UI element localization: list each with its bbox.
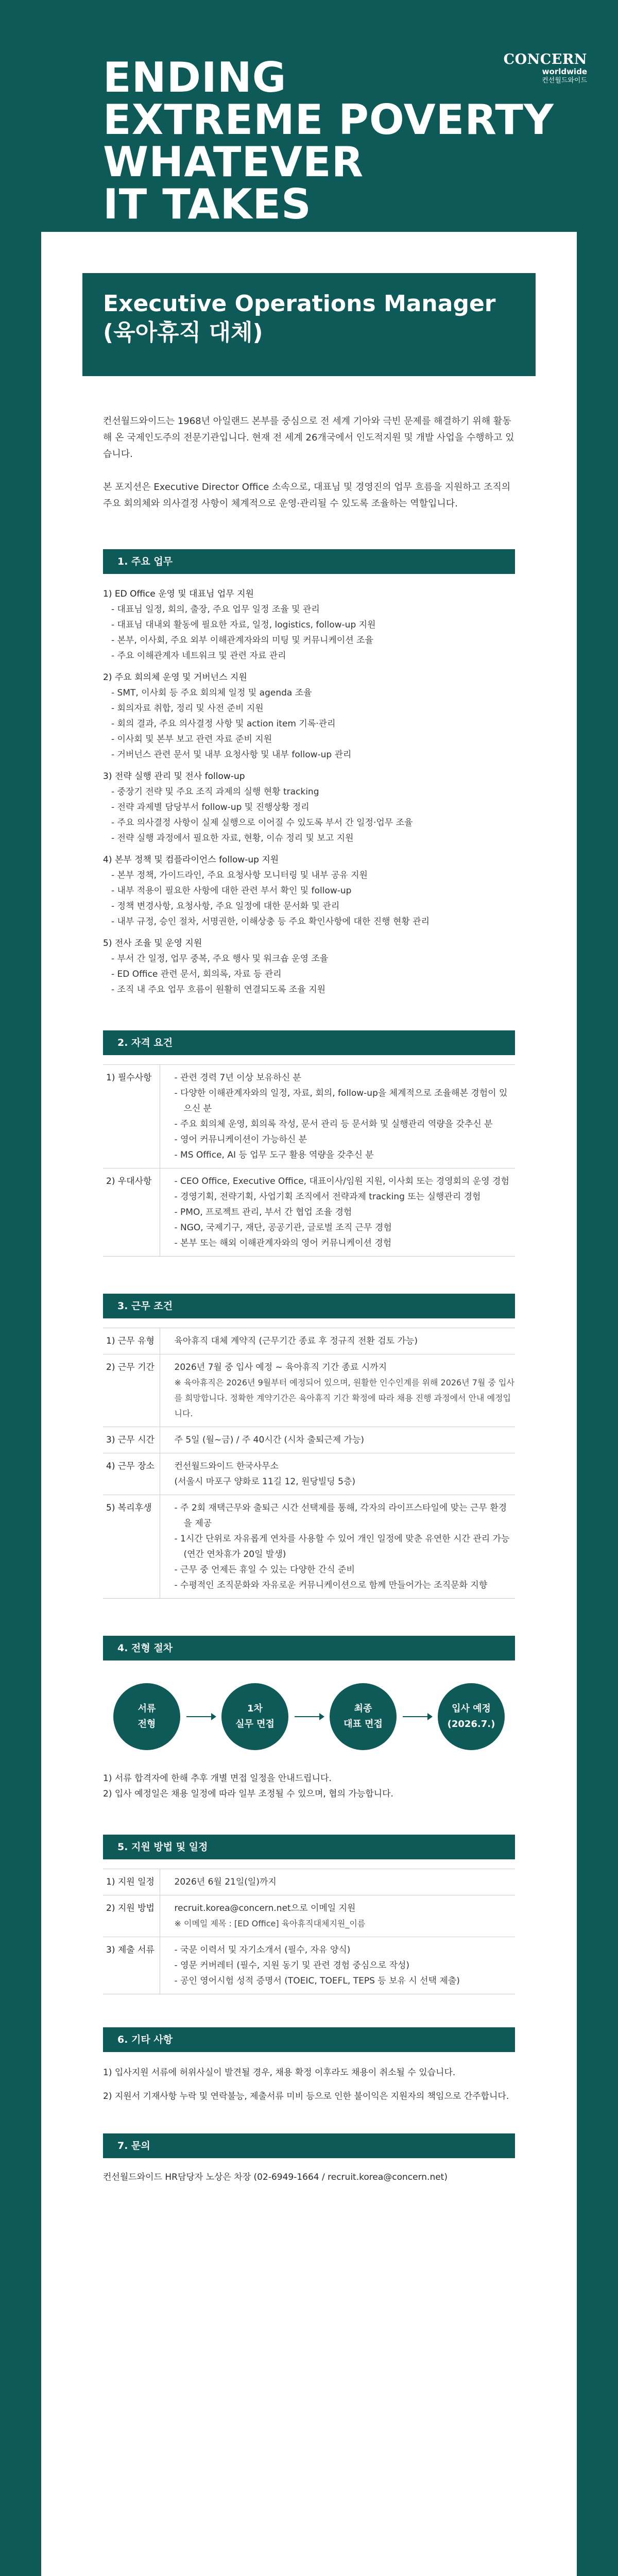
row-label: 2) 우대사항 <box>103 1168 160 1257</box>
duty-item: - 회의 결과, 주요 의사결정 사항 및 action item 기록·관리 <box>111 719 336 729</box>
row-label: 2) 지원 방법 <box>103 1895 160 1937</box>
duty-item: - SMT, 이사회 등 주요 회의체 일정 및 agenda 조율 <box>111 688 312 698</box>
row-label: 1) 필수사항 <box>103 1065 160 1168</box>
condition-row <box>103 1453 515 1495</box>
duty-item: - 주요 의사결정 사항이 실제 실행으로 이어질 수 있도록 부서 간 일정·업무 조율 <box>111 818 413 828</box>
process-step-label: 실무 면접 <box>235 1719 274 1730</box>
row-value <box>160 1354 515 1427</box>
row-label: 3) 제출 서류 <box>103 1937 160 1994</box>
process-step-label: 최종 <box>354 1703 372 1714</box>
process-step <box>438 1683 505 1750</box>
duty-item: - 전략 실행 과정에서 필요한 자료, 현황, 이슈 정리 및 보고 지원 <box>111 833 354 843</box>
job-posting-card <box>41 232 577 2576</box>
value-bullet: - 관련 경력 7년 이상 보유하신 분 <box>174 1073 301 1083</box>
duty-group <box>103 936 515 997</box>
row-value <box>160 1065 515 1168</box>
concern-logo <box>504 52 587 85</box>
etc-notes <box>103 2064 515 2105</box>
process-step-label: 1차 <box>247 1703 263 1714</box>
duty-item: - 대표님 대내외 활동에 필요한 자료, 일정, logistics, follow-up 지원 <box>111 620 376 630</box>
value-line: 주 5일 (월~금) / 주 40시간 (시차 출퇴근제 가능) <box>174 1435 365 1445</box>
hero-line: EXTREME POVERTY <box>103 96 554 144</box>
apply-table <box>103 1869 515 1994</box>
duty-group-title: 5) 전사 조율 및 운영 지원 <box>103 938 202 948</box>
duty-item: - 거버넌스 관련 문서 및 내부 요청사항 및 내부 follow-up 관리 <box>111 750 352 760</box>
duty-item: - 내부 적용이 필요한 사항에 대한 관련 부서 확인 및 follow-up <box>111 886 352 896</box>
row-label: 2) 근무 기간 <box>103 1354 160 1427</box>
duty-group <box>103 769 515 846</box>
row-value <box>160 1453 515 1495</box>
duty-group <box>103 670 515 762</box>
condition-row <box>103 1354 515 1427</box>
process-step-label: 서류 <box>138 1703 156 1714</box>
intro <box>103 413 515 512</box>
section-header-duties: 1. 주요 업무 <box>103 549 515 574</box>
section-header-qualifications: 2. 자격 요건 <box>103 1030 515 1055</box>
value-bullet: - PMO, 프로젝트 관리, 부서 간 협업 조율 경험 <box>174 1207 352 1217</box>
duty-item: - 중장기 전략 및 주요 조직 과제의 실행 현황 tracking <box>111 787 319 797</box>
qualification-row <box>103 1168 515 1257</box>
row-value <box>160 1328 515 1354</box>
duty-item: - 전략 과제별 담당부서 follow-up 및 진행상황 정리 <box>111 802 310 812</box>
apply-row <box>103 1937 515 1994</box>
hero-line: IT TAKES <box>103 180 312 228</box>
job-title-en: Executive Operations Manager <box>103 291 496 317</box>
row-value <box>160 1937 515 1994</box>
value-bullet: - 수평적인 조직문화와 자유로운 커뮤니케이션으로 함께 만들어가는 조직문화 지향 <box>174 1580 488 1590</box>
logo-wordmark: CONCERN <box>503 52 587 67</box>
duties-list <box>103 586 515 997</box>
qualifications-table <box>103 1064 515 1257</box>
row-label: 5) 복리후생 <box>103 1495 160 1599</box>
condition-row <box>103 1328 515 1354</box>
process-step <box>330 1683 397 1750</box>
value-line: - 공인 영어시험 성적 증명서 (TOEIC, TOEFL, TEPS 등 보유 시 선택 제출) <box>174 1976 460 1986</box>
process-step <box>113 1683 180 1750</box>
duty-group-title: 4) 본부 정책 및 컴플라이언스 follow-up 지원 <box>103 855 279 865</box>
value-note: ※ 이메일 제목 : [ED Office] 육아휴직대체지원_이름 <box>174 1919 366 1928</box>
value-bullet: - MS Office, AI 등 업무 도구 활용 역량을 갖추신 분 <box>174 1150 374 1160</box>
duty-item: - 부서 간 일정, 업무 중복, 주요 행사 및 워크숍 운영 조율 <box>111 954 329 964</box>
process-note: 2) 입사 예정일은 채용 일정에 따라 일부 조정될 수 있으며, 협의 가능합니다. <box>103 1789 393 1799</box>
hero-banner <box>0 0 618 232</box>
duty-item: - 내부 규정, 승인 절차, 서명권한, 이해상충 등 주요 확인사항에 대한 진행 현황 관리 <box>111 917 430 927</box>
value-bullet: - CEO Office, Executive Office, 대표이사/임원 지원, 이사회 또는 경영회의 운영 경험 <box>174 1176 509 1187</box>
value-note: ※ 육아휴직은 2026년 9월부터 예정되어 있으며, 원활한 인수인계를 위해 2026년 7월 중 입사를 희망합니다. 정확한 계약기간은 육아휴직 기간 확정에 따라 채용 진행 과정에서 안내 예정입니다. <box>174 1378 514 1418</box>
hero-line: WHATEVER <box>103 138 364 186</box>
duty-group <box>103 852 515 929</box>
job-title-band <box>82 273 536 376</box>
value-bullet: - 다양한 이해관계자와의 일정, 자료, 회의, follow-up을 체계적으로 조율해본 경험이 있으신 분 <box>174 1088 508 1114</box>
value-bullet: - 경영기획, 전략기획, 사업기획 조직에서 전략과제 tracking 또는 실행관리 경험 <box>174 1192 481 1202</box>
row-value <box>160 1427 515 1453</box>
conditions-table <box>103 1328 515 1599</box>
logo-kr: 컨선월드와이드 <box>542 77 587 84</box>
process-step-label: 대표 면접 <box>344 1719 383 1730</box>
process-step-label: 전형 <box>138 1719 156 1730</box>
row-value <box>160 1168 515 1257</box>
section-header-conditions: 3. 근무 조건 <box>103 1294 515 1318</box>
value-bullet: - 본부 또는 해외 이해관계자와의 영어 커뮤니케이션 경험 <box>174 1238 392 1248</box>
value-bullet: - 근무 중 언제든 휴일 수 있는 다양한 간식 준비 <box>174 1565 355 1575</box>
duty-group <box>103 586 515 664</box>
value-bullet: - 주 2회 재택근무와 출퇴근 시간 선택제를 통해, 각자의 라이프스타일에 맞는 근무 환경을 제공 <box>174 1503 507 1529</box>
section-header-apply: 5. 지원 방법 및 일정 <box>103 1835 515 1859</box>
row-value <box>160 1495 515 1599</box>
process-step-label: 입사 예정 <box>452 1703 491 1714</box>
arrow-connector <box>295 1716 323 1717</box>
duty-item: - 본부, 이사회, 주요 외부 이해관계자와의 미팅 및 커뮤니케이션 조율 <box>111 635 373 646</box>
condition-row <box>103 1495 515 1599</box>
row-value <box>160 1869 515 1895</box>
duty-group-title: 3) 전략 실행 관리 및 전사 follow-up <box>103 771 245 782</box>
value-line: recruit.korea@concern.net으로 이메일 지원 <box>174 1903 356 1913</box>
duty-item: - 본부 정책, 가이드라인, 주요 요청사항 모니터링 및 내부 공유 지원 <box>111 870 368 880</box>
arrow-connector <box>186 1716 215 1717</box>
value-line: - 국문 이력서 및 자기소개서 (필수, 자유 양식) <box>174 1945 351 1955</box>
value-bullet: - 주요 회의체 운영, 회의록 작성, 문서 관리 등 문서화 및 실행관리 역량을 갖추신 분 <box>174 1119 493 1129</box>
process-notes <box>103 1771 515 1802</box>
process-steps <box>113 1683 505 1750</box>
value-line: 2026년 7월 중 입사 예정 ~ 육아휴직 기간 종료 시까지 <box>174 1362 387 1372</box>
value-bullet: - 1시간 단위로 자유롭게 연차를 사용할 수 있어 개인 일정에 맞춘 유연한 시간 관리 가능 (연간 연차휴가 20일 발생) <box>174 1534 510 1560</box>
section-header-contact: 7. 문의 <box>103 2133 515 2158</box>
row-value <box>160 1895 515 1937</box>
row-label: 4) 근무 장소 <box>103 1453 160 1495</box>
value-line: 컨선월드와이드 한국사무소 <box>174 1461 279 1471</box>
apply-row <box>103 1895 515 1937</box>
value-bullet: - 영어 커뮤니케이션이 가능하신 분 <box>174 1134 307 1145</box>
section-header-process: 4. 전형 절차 <box>103 1636 515 1660</box>
value-line: (서울시 마포구 양화로 11길 12, 원당빌딩 5층) <box>174 1477 356 1487</box>
hero-line: ENDING <box>103 54 287 101</box>
duty-item: - 조직 내 주요 업무 흐름이 원활히 연결되도록 조율 지원 <box>111 985 326 995</box>
apply-row <box>103 1869 515 1895</box>
duty-item: - 정책 변경사항, 요청사항, 주요 일정에 대한 문서화 및 관리 <box>111 901 340 911</box>
etc-note: 2) 지원서 기재사항 누락 및 연락불능, 제출서류 미비 등으로 인한 불이익은 지원자의 책임으로 간주합니다. <box>103 2091 509 2102</box>
process-step-label: (2026.7.) <box>447 1719 495 1730</box>
condition-row <box>103 1427 515 1453</box>
etc-note: 1) 입사지원 서류에 허위사실이 발견될 경우, 채용 확정 이후라도 채용이 취소될 수 있습니다. <box>103 2067 456 2078</box>
value-line: 육아휴직 대체 계약직 (근무기간 종료 후 정규직 전환 검토 가능) <box>174 1336 418 1346</box>
arrow-connector <box>403 1716 432 1717</box>
duty-group-title: 1) ED Office 운영 및 대표님 업무 지원 <box>103 589 254 599</box>
row-label: 1) 근무 유형 <box>103 1328 160 1354</box>
value-line: - 영문 커버레터 (필수, 지원 동기 및 관련 경험 중심으로 작성) <box>174 1960 410 1971</box>
value-line: 2026년 6월 21일(일)까지 <box>174 1877 277 1887</box>
duty-item: - 이사회 및 본부 보고 관련 자료 준비 지원 <box>111 734 272 744</box>
section-header-etc: 6. 기타 사항 <box>103 2027 515 2052</box>
duty-item: - 대표님 일정, 회의, 출장, 주요 업무 일정 조율 및 관리 <box>111 604 320 615</box>
duty-group-title: 2) 주요 회의체 운영 및 거버넌스 지원 <box>103 672 247 683</box>
contact-info: 컨선월드와이드 HR담당자 노상은 차장 (02-6949-1664 / recruit.korea@concern.net) <box>103 2172 448 2182</box>
row-label: 3) 근무 시간 <box>103 1427 160 1453</box>
duty-item: - 주요 이해관계자 네트워크 및 관련 자료 관리 <box>111 651 286 661</box>
row-label: 1) 지원 일정 <box>103 1869 160 1895</box>
duty-item: - 회의자료 취합, 정리 및 사전 준비 지원 <box>111 703 264 714</box>
process-step <box>221 1683 288 1750</box>
intro-paragraph: 컨선월드와이드는 1968년 아일랜드 본부를 중심으로 전 세계 기아와 극빈 문제를 해결하기 위해 활동해 온 국제인도주의 전문기관입니다. 현재 전 세계 26개국에서 인도적지원 및 개발 사업을 수행하고 있습니다. <box>103 416 514 460</box>
process-note: 1) 서류 합격자에 한해 추후 개별 면접 일정을 안내드립니다. <box>103 1773 332 1784</box>
intro-paragraph: 본 포지션은 Executive Director Office 소속으로, 대표님 및 경영진의 업무 흐름을 지원하고 조직의 주요 회의체와 의사결정 사항이 체계적으로 운영·관리될 수 있도록 조율하는 역할입니다. <box>103 482 511 509</box>
duty-item: - ED Office 관련 문서, 회의록, 자료 등 관리 <box>111 969 282 979</box>
logo-sub: worldwide <box>542 67 587 76</box>
qualification-row <box>103 1065 515 1168</box>
value-bullet: - NGO, 국제기구, 재단, 공공기관, 글로벌 조직 근무 경험 <box>174 1223 392 1233</box>
job-title-kr: (육아휴직 대체) <box>103 319 263 346</box>
